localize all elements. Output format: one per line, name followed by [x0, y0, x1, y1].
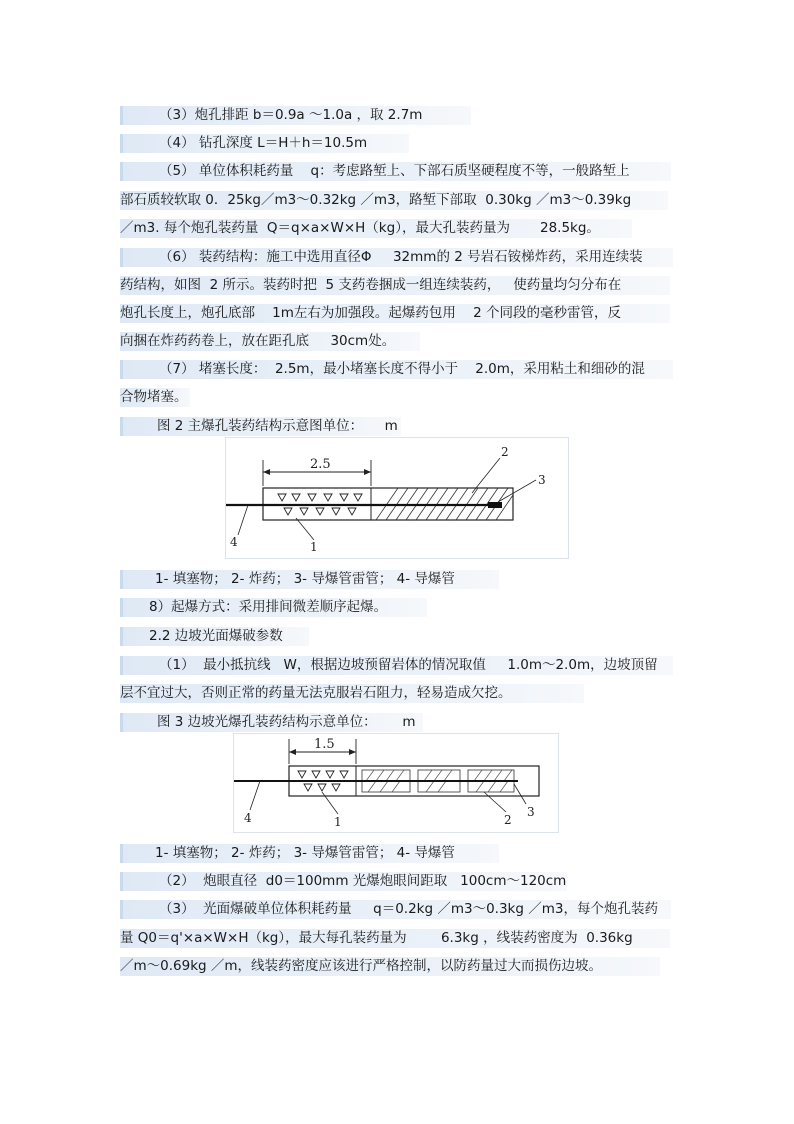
figure-legend: 1- 填塞物； 2- 炸药； 3- 导爆管雷管； 4- 导爆管	[120, 844, 499, 863]
callout-4: 4	[230, 535, 238, 549]
text-line: 向捆在炸药药卷上，放在距孔底 30cm处。	[120, 332, 420, 351]
dimension-label: 2.5	[310, 457, 331, 472]
figure-legend: 1- 填塞物； 2- 炸药； 3- 导爆管雷管； 4- 导爆管	[120, 570, 499, 589]
text-line: ／m3. 每个炮孔装药量 Q＝q×a×W×H（kg），最大孔装药量为 28.5kg。	[120, 219, 632, 238]
text-line: 8）起爆方式：采用排间微差顺序起爆。	[120, 598, 427, 617]
text-line: （3）炮孔排距 b＝0.9a ～1.0a ，取 2.7m	[120, 106, 471, 125]
figure-2-svg	[226, 438, 568, 558]
figure-3-svg	[234, 734, 558, 832]
figure-caption: 图 3 边坡光爆孔装药结构示意单位： m	[120, 713, 423, 732]
text-line: （7） 堵塞长度： 2.5m，最小堵塞长度不得小于 2.0m，采用粘土和细砂的混	[120, 360, 673, 379]
callout-2: 2	[504, 813, 512, 827]
text-line: 部石质较软取 0．25kg／m3～0.32kg ／m3，路堑下部取 0.30kg ／m3～0.39kg	[120, 191, 668, 210]
callout-3: 3	[538, 473, 546, 487]
callout-4: 4	[244, 811, 252, 825]
callout-1: 1	[310, 540, 318, 554]
text-line: （6） 装药结构：施工中选用直径Φ 32mm的 2 号岩石铵梯炸药，采用连续装	[120, 248, 673, 267]
callout-2: 2	[501, 445, 509, 459]
text-line: 量 Q0＝q'×a×W×H（kg），最大每孔装药量为 6.3kg ，线装药密度为 0.36kg	[120, 929, 670, 948]
figure-caption: 图 2 主爆孔装药结构示意图单位： m	[120, 417, 401, 436]
figure-2-diagram	[225, 437, 569, 559]
text-line: 合物堵塞。	[120, 388, 190, 407]
text-line: 药结构，如图 2 所示。装药时把 5 支药卷捆成一组连续装药， 使药量均匀分布在	[120, 276, 670, 295]
text-line: 层不宜过大，否则正常的药量无法克服岩石阻力，轻易造成欠挖。	[120, 684, 584, 703]
section-heading: 2.2 边坡光面爆破参数	[120, 627, 309, 646]
callout-3: 3	[527, 805, 535, 819]
text-line: （3） 光面爆破单位体积耗药量 q＝0.2kg ／m3～0.3kg ／m3，每个炮孔装药	[120, 900, 671, 919]
dimension-label: 1.5	[314, 737, 335, 752]
text-line: 炮孔长度上，炮孔底部 1m左右为加强段。起爆药包用 2 个同段的毫秒雷管，反	[120, 304, 670, 323]
text-line: （2） 炮眼直径 d0＝100mm 光爆炮眼间距取 100cm～120cm	[120, 872, 567, 891]
text-line: ／m～0.69kg ／m，线装药密度应该进行严格控制，以防药量过大而损伤边坡。	[120, 957, 660, 976]
text-line: （4） 钻孔深度 L＝H＋h＝10.5m	[120, 134, 409, 153]
text-line: （5） 单位体积耗药量 q：考虑路堑上、下部石质坚硬程度不等，一般路堑上	[120, 162, 671, 181]
text-line: （1） 最小抵抗线 W，根据边坡预留岩体的情况取值 1.0m～2.0m，边坡顶留	[120, 656, 673, 675]
callout-1: 1	[334, 815, 342, 829]
figure-3-diagram	[233, 733, 559, 833]
